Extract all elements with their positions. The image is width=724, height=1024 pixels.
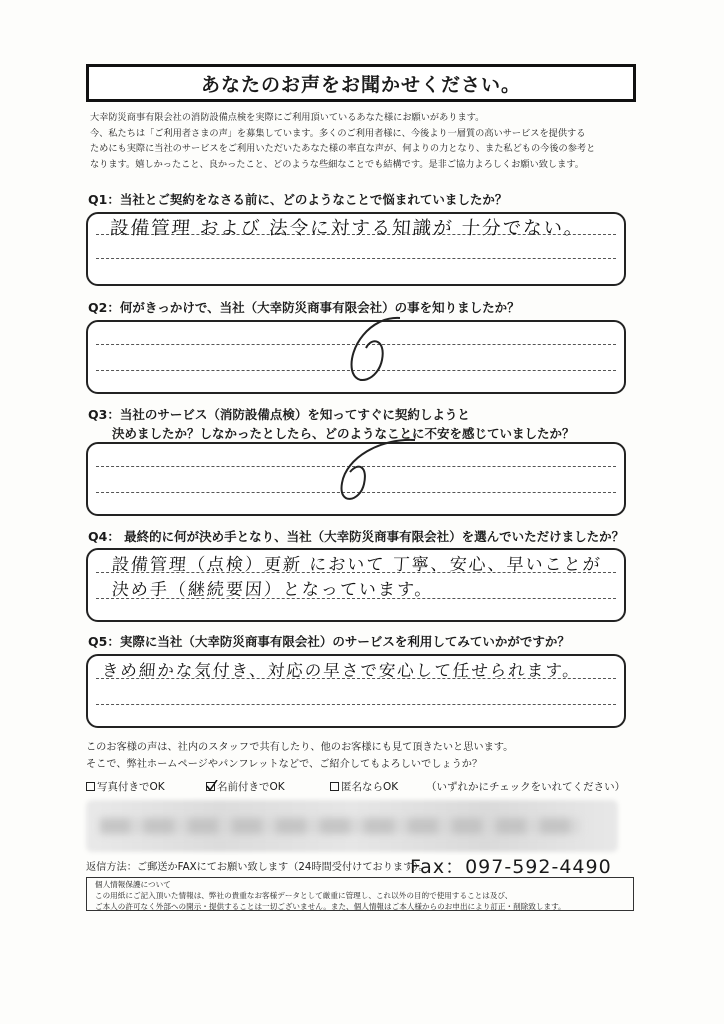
question-5: Q5：実際に当社（大幸防災商事有限会社）のサービスを利用してみていかがですか？ [88,634,570,649]
checkbox-icon[interactable] [86,782,95,791]
checkbox-checked-icon[interactable] [206,782,215,791]
question-2: Q2：何がきっかけで、当社（大幸防災商事有限会社）の事を知りましたか？ [88,300,520,315]
option-anonymous[interactable] [330,779,426,794]
checkbox-icon[interactable] [330,782,339,791]
share-line: このお客様の声は、社内のスタッフで共有したり、他のお客様にも見て頂きたいと思います。 [86,742,514,753]
handwritten-answer: 設備管理（点検）更新 において 丁寧、安心、早いことが [111,555,603,575]
return-method: 返信方法：ご郵送かFAXにてお願い致します（24時間受付けております）。 [86,862,429,873]
intro-text [90,110,650,172]
handwritten-answer: 決め手（継続要因）となっています。 [111,580,435,600]
consent-options [86,779,625,794]
options-note: （いずれかにチェックをいれてください） [426,781,626,793]
handwritten-answer: 設備管理 および 法令に対する知識が 十分でない。 [109,218,586,239]
option-label: 名前付きでOK [217,781,285,793]
intro-line: 今、私たちは「ご利用者さまの声」を募集しています。多くのご利用者様に、今後より一層質の高いサービスを提供する [90,127,586,139]
answer-box-5[interactable] [86,654,626,728]
question-4: Q4： 最終的に何が決め手となり、当社（大幸防災商事有限会社）を選んでいただけましたか？ [88,529,625,544]
question-3-line-2: 決めましたか？しなかったとしたら、どのようなことに不安を感じていましたか？ [112,426,575,441]
scribble-circle [320,428,440,518]
answer-box-1[interactable] [86,212,626,286]
privacy-line: この用紙にご記入頂いた情報は、弊社の貴重なお客様データとして厳重に管理し、これ以外の目的で使用することは及び、 [95,891,513,900]
question-3: Q3：当社のサービス（消防設備点検）を知ってすぐに契約しようと [88,407,470,422]
intro-line: なります。嬉しかったこと、良かったこと、どのような些細なことでも結構です。是非ご協力よろしくお願い致します。 [90,158,584,170]
intro-line: ためにも実際に当社のサービスをご利用いただいたあなた様の率直な声が、何よりの力となり、また私どもの今後の参考と [90,143,596,154]
privacy-line: ご本人の許可なく外部への開示・提供することは一切ございません。また、個人情報はご本人様からのお申出により訂正・削除致します。 [95,902,566,911]
page-title: あなたのお声をお聞かせください。 [86,64,636,102]
question-1: Q1：当社とご契約をなさる前に、どのようなことで悩まれていましたか？ [88,192,508,207]
privacy-notice [86,877,634,911]
option-photo[interactable] [86,779,206,794]
blurred-text [100,818,580,834]
option-name[interactable] [206,779,330,794]
fax-number: Fax：097-592-4490 [410,856,612,878]
option-label: 写真付きでOK [97,781,165,793]
share-line: そこで、弊社ホームページやパンフレットなどで、ご紹介してもよろしいでしょうか？ [86,759,483,770]
privacy-line: 個人情報保護について [95,880,171,889]
intro-line: 大幸防災商事有限会社の消防設備点検を実際にご利用頂いているあなた様にお願いがあります。 [90,112,485,123]
scribble-circle [330,308,440,398]
share-text [86,739,513,773]
option-label: 匿名ならOK [341,781,399,793]
answer-box-4[interactable] [86,548,626,622]
handwritten-answer: きめ細かな気付き、対応の早さで安心して任せられます。 [101,661,582,680]
